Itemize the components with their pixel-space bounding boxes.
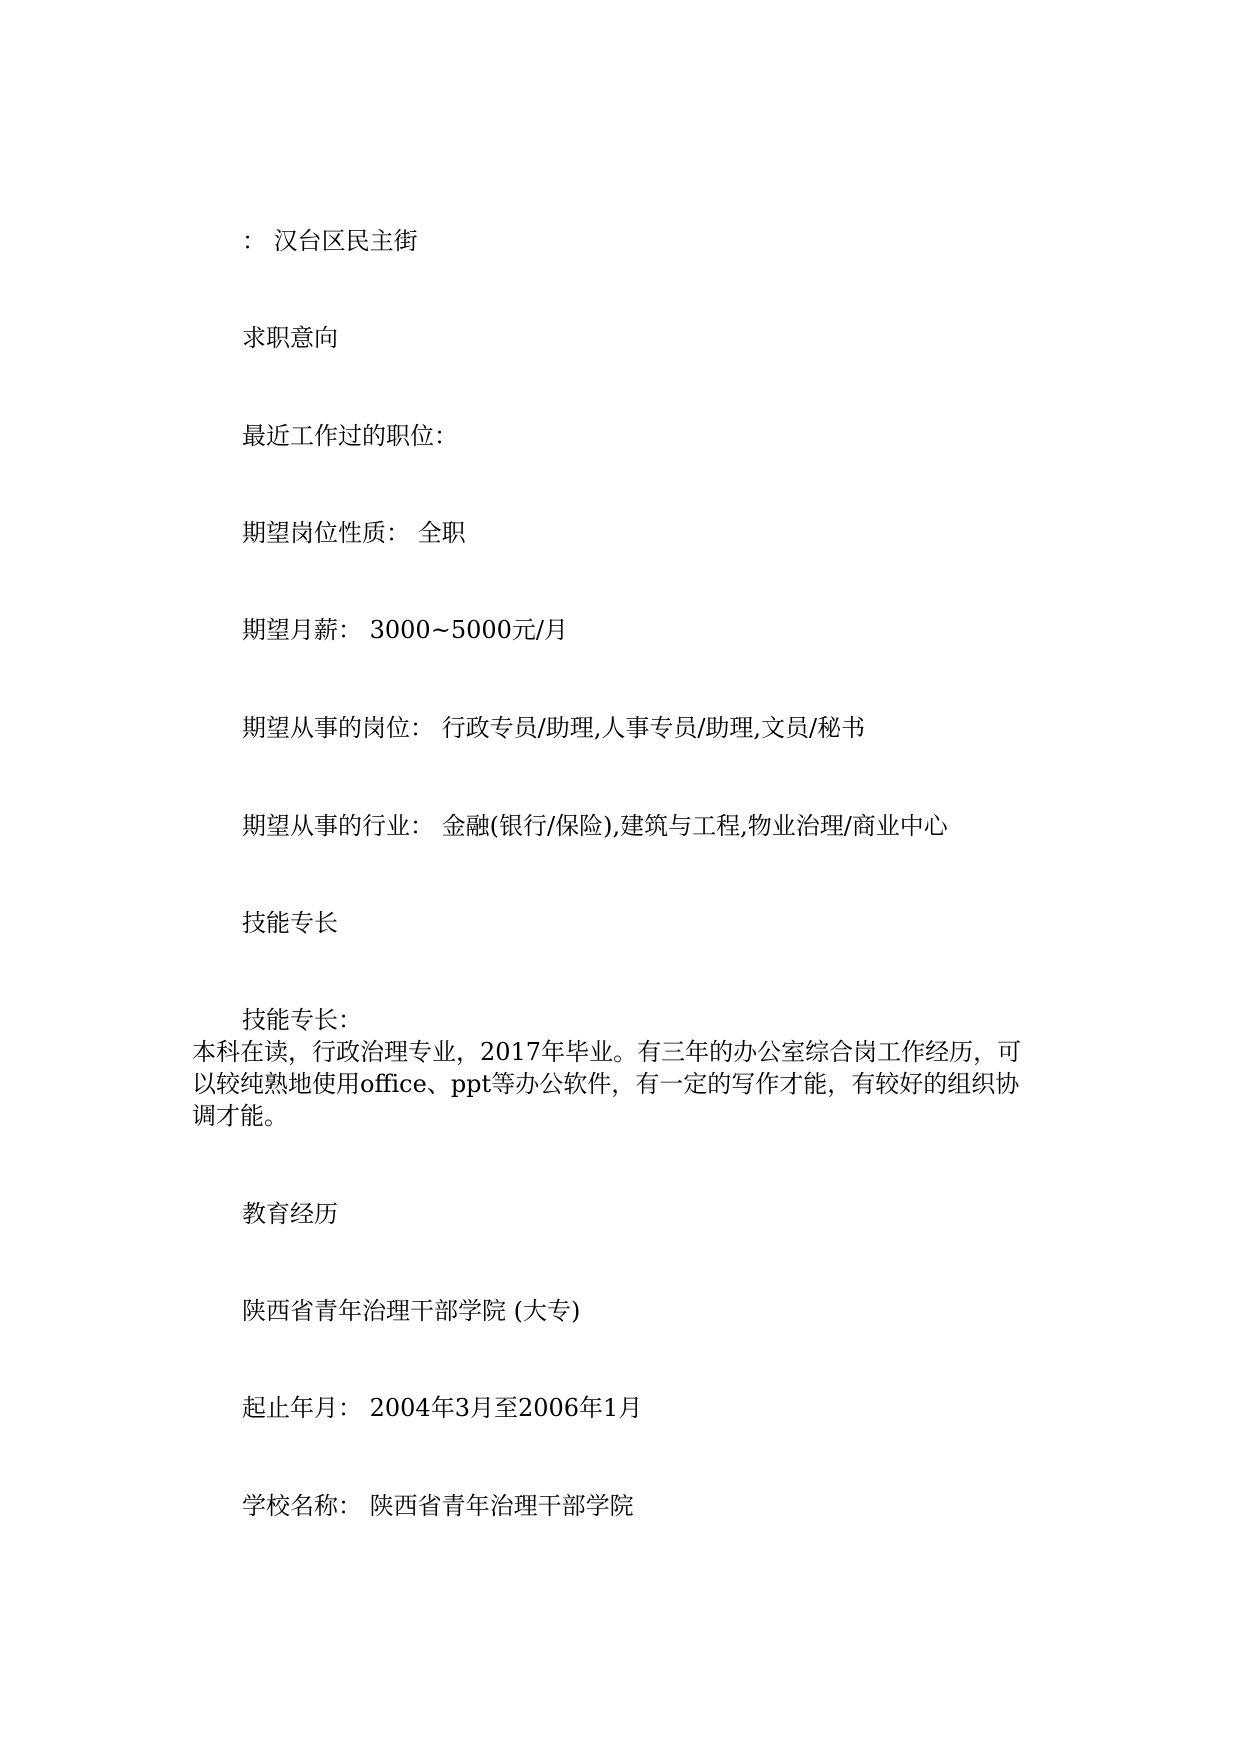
recent-position-line: 最近工作过的职位：: [242, 422, 458, 450]
address-line: ： 汉台区民主街: [242, 227, 418, 255]
study-period-line: 起止年月： 2004年3月至2006年1月: [242, 1394, 643, 1422]
skills-line: 以较纯熟地使用office、ppt等办公软件，有一定的写作才能，有较好的组织协: [192, 1070, 1020, 1098]
job-nature-line: 期望岗位性质： 全职: [242, 519, 466, 547]
school-heading: 陕西省青年治理干部学院 (大专): [242, 1297, 581, 1325]
skills-paragraph: [192, 1036, 1062, 1132]
section-title-education: 教育经历: [242, 1200, 338, 1228]
skills-line: 本科在读，行政治理专业，2017年毕业。有三年的办公室综合岗工作经历，可: [192, 1038, 1022, 1066]
skills-label: 技能专长：: [242, 1006, 362, 1034]
section-title-job-intent: 求职意向: [242, 324, 338, 352]
salary-line: 期望月薪： 3000~5000元/月: [242, 616, 568, 644]
section-title-skills: 技能专长: [242, 909, 338, 937]
skills-line: 调才能。: [192, 1102, 288, 1130]
desired-industries-line: 期望从事的行业： 金融(银行/保险),建筑与工程,物业治理/商业中心: [242, 812, 948, 840]
desired-positions-line: 期望从事的岗位： 行政专员/助理,人事专员/助理,文员/秘书: [242, 714, 866, 742]
school-name-line: 学校名称： 陕西省青年治理干部学院: [242, 1492, 634, 1520]
